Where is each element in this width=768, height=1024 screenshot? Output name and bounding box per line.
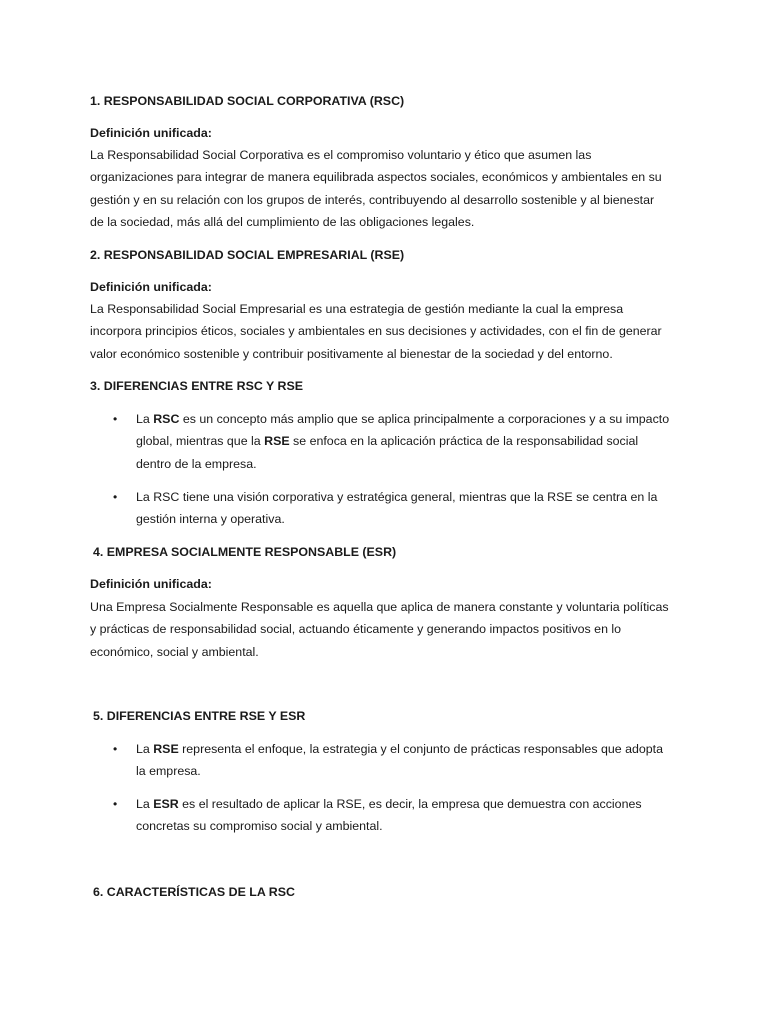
- text-line: Una Empresa Socialmente Responsable es aquella que aplica de manera constante y voluntaria políticas: [90, 600, 669, 614]
- text-line: [136, 408, 696, 430]
- text-line: incorpora principios éticos, sociales y ambientales en sus decisiones y actividades, con el fin de generar: [90, 324, 662, 339]
- section-2-definition-text: [90, 298, 680, 365]
- text-line: gestión interna y operativa.: [136, 512, 285, 527]
- section-4-definition-label: Definición unificada:: [90, 577, 212, 591]
- text-emphasis: RSC: [153, 412, 180, 426]
- text-run: es un concepto más amplio que se aplica principalmente a corporaciones y a su impacto: [179, 412, 670, 426]
- list-item-text: [136, 738, 696, 783]
- bullet-icon: •: [113, 797, 118, 811]
- text-line: dentro de la empresa.: [136, 456, 257, 471]
- section-4-title: 4. EMPRESA SOCIALMENTE RESPONSABLE (ESR): [93, 545, 397, 559]
- section-5-title: 5. DIFERENCIAS ENTRE RSE Y ESR: [93, 709, 306, 723]
- text-line: concretas su compromiso social y ambiental.: [136, 819, 383, 834]
- text-line: [136, 430, 696, 452]
- text-run: global, mientras que la: [136, 434, 265, 449]
- bullet-icon: •: [113, 412, 118, 426]
- text-run: es el resultado de aplicar la RSE, es decir, la empresa que demuestra con acciones: [178, 797, 642, 811]
- section-1-definition-text: [90, 144, 680, 234]
- text-line: La RSC tiene una visión corporativa y estratégica general, mientras que la RSE se centra en la: [136, 490, 658, 504]
- section-1-title: 1. RESPONSABILIDAD SOCIAL CORPORATIVA (RSC): [90, 94, 405, 108]
- text-line: de la sociedad, más allá del cumplimiento de las obligaciones legales.: [90, 215, 475, 230]
- text-line: económico, social y ambiental.: [90, 644, 259, 659]
- text-line: organizaciones para integrar de manera equilibrada aspectos sociales, económicos y ambientales en su: [90, 170, 662, 185]
- section-2-definition-label: Definición unificada:: [90, 280, 212, 294]
- section-2-title: 2. RESPONSABILIDAD SOCIAL EMPRESARIAL (RSE): [90, 248, 405, 262]
- text-line: gestión y en su relación con los grupos de interés, contribuyendo al desarrollo sostenible y al bienestar: [90, 192, 655, 207]
- text-emphasis: ESR: [153, 797, 179, 811]
- list-item-text: [136, 486, 696, 531]
- text-line: [136, 793, 696, 815]
- section-4-definition-text: [90, 596, 680, 663]
- section-6-title: 6. CARACTERÍSTICAS DE LA RSC: [93, 885, 295, 899]
- text-run: La: [136, 797, 154, 811]
- text-line: [136, 738, 696, 760]
- text-line: valor económico sostenible y contribuir positivamente al bienestar de la sociedad y del entorno.: [90, 346, 613, 361]
- list-item-text: [136, 408, 696, 475]
- text-run: representa el enfoque, la estrategia y el conjunto de prácticas responsables que adopta: [178, 742, 663, 756]
- list-item-text: [136, 793, 696, 838]
- text-run: La: [136, 742, 154, 756]
- text-run: se enfoca en la aplicación práctica de la responsabilidad social: [289, 434, 639, 449]
- section-1-definition-label: Definición unificada:: [90, 126, 212, 140]
- text-line: la empresa.: [136, 764, 201, 779]
- bullet-icon: •: [113, 490, 118, 504]
- text-line: y prácticas de responsabilidad social, actuando éticamente y generando impactos positivos en lo: [90, 622, 622, 637]
- text-line: La Responsabilidad Social Corporativa es el compromiso voluntario y ético que asumen las: [90, 148, 592, 162]
- text-emphasis: RSE: [153, 742, 179, 756]
- text-run: La: [136, 412, 154, 426]
- section-3-title: 3. DIFERENCIAS ENTRE RSC Y RSE: [90, 379, 303, 393]
- text-line: La Responsabilidad Social Empresarial es una estrategia de gestión mediante la cual la empresa: [90, 302, 624, 316]
- text-emphasis: RSE: [264, 434, 290, 449]
- bullet-icon: •: [113, 742, 118, 756]
